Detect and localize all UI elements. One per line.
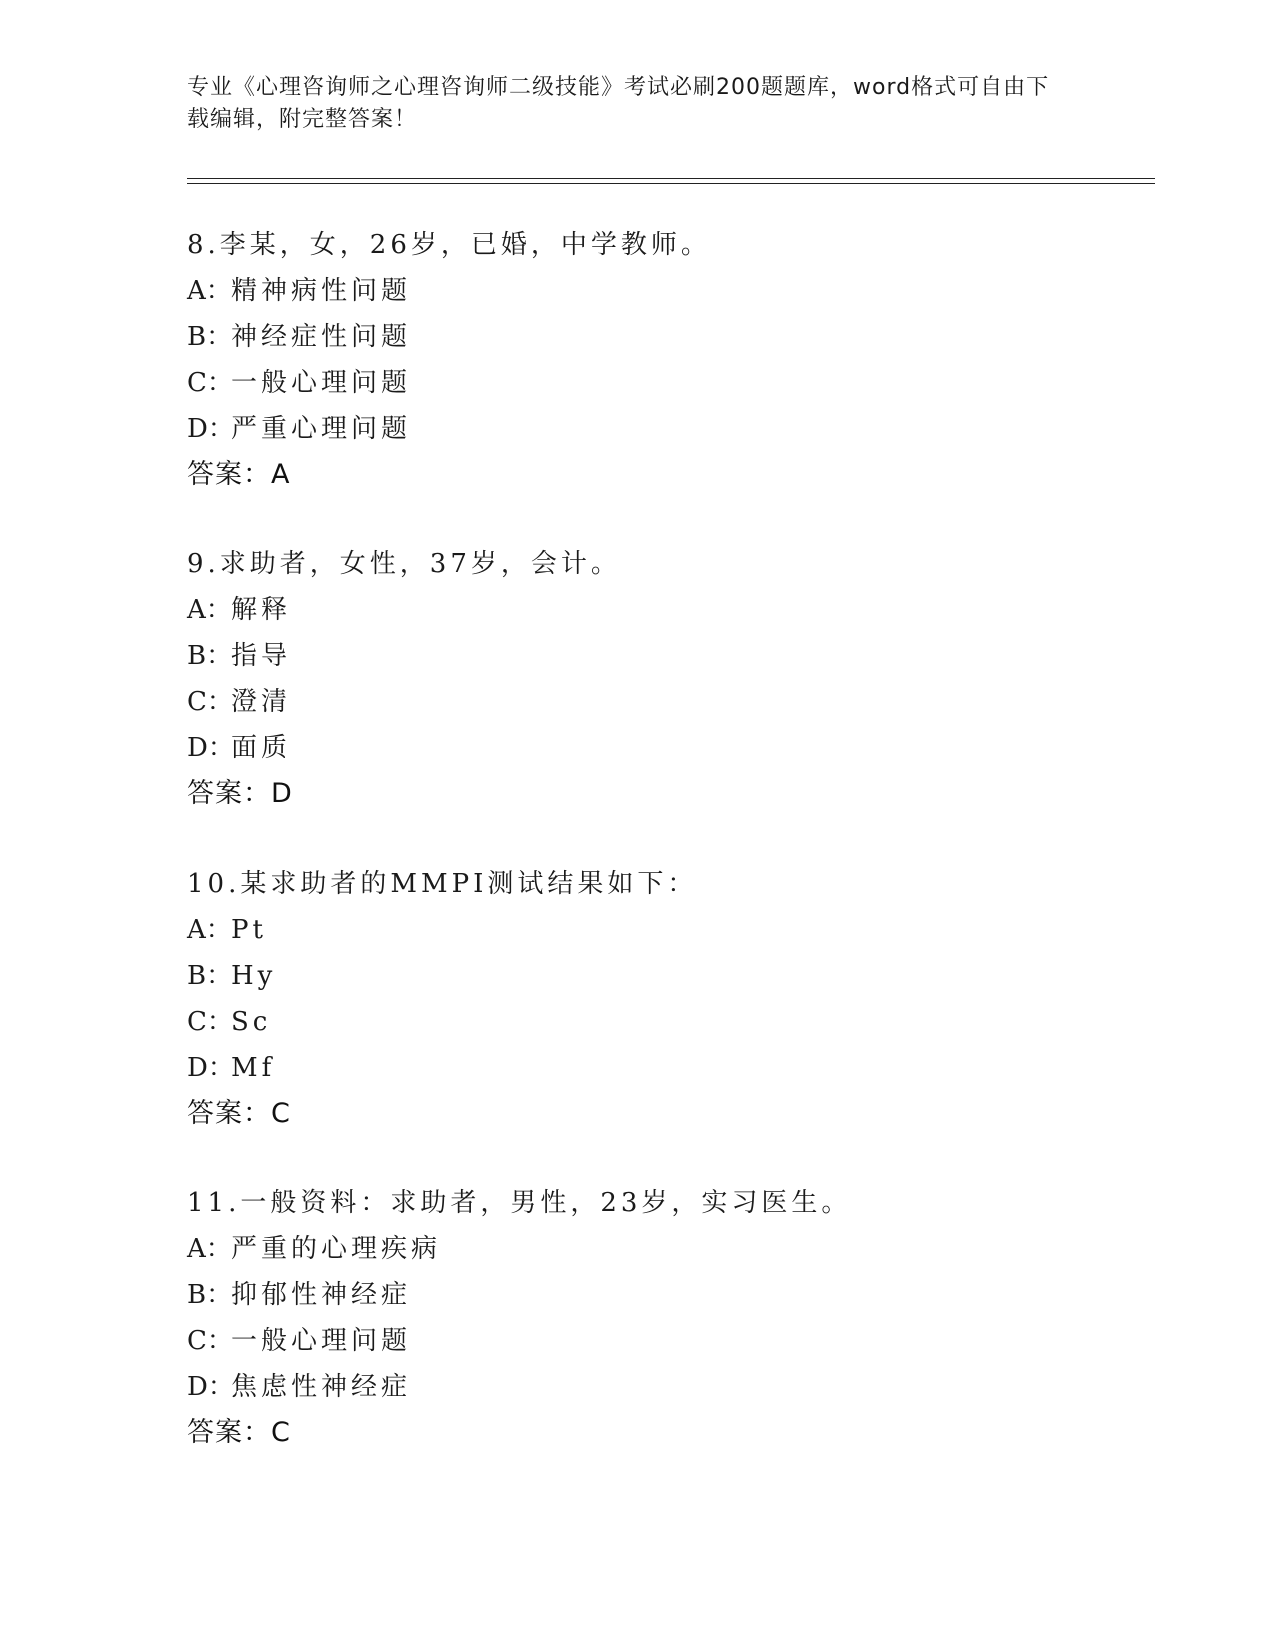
option-b [187,633,1167,679]
option-text: 抑郁性神经症 [231,1280,412,1310]
option-key: A： [187,595,232,625]
option-a [187,587,1167,633]
answer-line: 答案：C [187,1417,291,1448]
option-text: Sc [231,1007,272,1037]
option-text: 一般心理问题 [231,1326,412,1356]
question-11 [187,1180,1167,1456]
option-b [187,1272,1167,1318]
option-key: D： [187,414,234,444]
option-c [187,1318,1167,1364]
option-a [187,268,1167,314]
answer-line: 答案：A [187,459,291,490]
option-key: B： [187,322,233,352]
option-text: Hy [231,961,277,991]
option-text: 指导 [231,641,292,671]
option-d [187,725,1167,771]
option-key: C： [187,1326,233,1356]
option-d [187,1364,1167,1410]
option-a [187,1226,1167,1272]
question-stem: 11.一般资料：求助者，男性，23岁，实习医生。 [187,1188,852,1218]
question-10 [187,861,1167,1137]
question-8 [187,222,1167,498]
option-key: A： [187,276,232,306]
option-text: 精神病性问题 [231,276,412,306]
option-d [187,1045,1167,1091]
option-key: B： [187,641,233,671]
question-9 [187,541,1167,817]
option-a [187,907,1167,953]
option-key: A： [187,1234,232,1264]
option-c [187,360,1167,406]
option-text: 澄清 [231,687,292,717]
option-text: 焦虑性神经症 [231,1372,412,1402]
question-stem: 9.求助者，女性，37岁，会计。 [187,549,621,579]
option-c [187,679,1167,725]
option-key: B： [187,961,233,991]
option-text: 严重的心理疾病 [231,1234,442,1264]
option-key: C： [187,1007,233,1037]
option-key: B： [187,1280,233,1310]
option-text: Pt [231,915,267,945]
header-divider [187,178,1155,184]
option-text: Mf [231,1053,276,1083]
option-d [187,406,1167,452]
question-stem: 8.李某，女，26岁，已婚，中学教师。 [187,230,711,260]
option-c [187,999,1167,1045]
option-text: 一般心理问题 [231,368,412,398]
option-b [187,953,1167,999]
question-stem: 10.某求助者的MMPI测试结果如下： [187,869,698,899]
option-text: 解释 [231,595,292,625]
answer-line: 答案：D [187,778,293,809]
answer-line: 答案：C [187,1098,291,1129]
option-text: 严重心理问题 [231,414,412,444]
option-key: D： [187,1053,234,1083]
option-key: A： [187,915,232,945]
option-key: D： [187,733,234,763]
option-text: 面质 [231,733,292,763]
document-header: 专业《心理咨询师之心理咨询师二级技能》考试必刷200题题库，word格式可自由下载编辑，附完整答案！ [187,75,1050,132]
option-text: 神经症性问题 [231,322,412,352]
option-b [187,314,1167,360]
option-key: C： [187,368,233,398]
option-key: D： [187,1372,234,1402]
option-key: C： [187,687,233,717]
